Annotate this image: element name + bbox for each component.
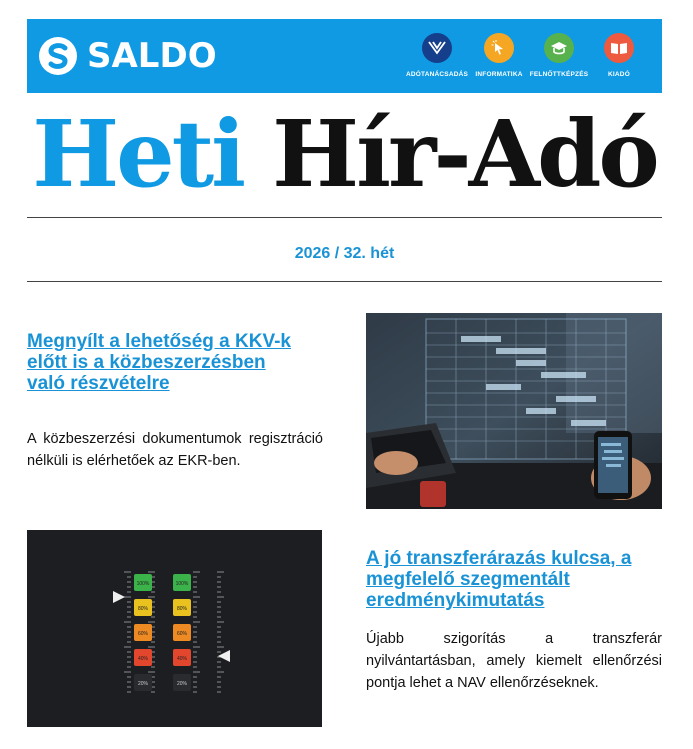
masthead-heti: Heti: [32, 100, 244, 208]
article-2-text: Újabb szigorítás a transzferár nyilvántartásban, amely kiemelt ellenőrzési pontja lehet a NAV ellenőrzéseknek.: [366, 631, 662, 691]
cursor-click-icon: [484, 33, 514, 63]
percent-block-label: 80%: [176, 606, 188, 612]
nav-label: FELNŐTTKÉPZÉS: [529, 71, 589, 78]
divider-top: [27, 217, 662, 218]
percent-block-label: 40%: [176, 656, 188, 662]
nav-label: ADÓTANÁCSADÁS: [405, 71, 469, 78]
article-1-title[interactable]: [27, 331, 327, 394]
article-2-image[interactable]: [27, 530, 322, 727]
article-1-title-line: előtt is a közbeszerzésben: [27, 352, 266, 373]
article-1-image[interactable]: [366, 313, 662, 509]
masthead-hirado: Hír-Adó: [272, 100, 657, 208]
masthead-title: [27, 100, 662, 208]
article-2-title[interactable]: [366, 548, 662, 611]
percent-block-label: 20%: [137, 681, 149, 687]
top-nav: [404, 33, 648, 78]
nav-label: INFORMATIKA: [475, 71, 523, 78]
percent-block-label: 40%: [137, 656, 149, 662]
percent-block-label: 80%: [137, 606, 149, 612]
open-book-icon: [604, 33, 634, 63]
article-1-title-line: Megnyílt a lehetőség a KKV-k: [27, 331, 291, 352]
article-1-title-line: való részvételre: [27, 373, 170, 394]
chevron-v-icon: [422, 33, 452, 63]
saldo-logo[interactable]: [39, 34, 217, 78]
brand-name: SALDO: [87, 36, 217, 76]
article-2-title-line: megfelelő szegmentált: [366, 569, 570, 590]
percent-block-label: 20%: [176, 681, 188, 687]
nav-item-informatika[interactable]: [470, 33, 528, 78]
percent-block-label: 60%: [137, 631, 149, 637]
week-label: 2026 / 32. hét: [294, 245, 395, 262]
nav-item-felnottkepzes[interactable]: [528, 33, 590, 78]
saldo-logo-icon: [39, 37, 77, 75]
graduation-cap-icon: [544, 33, 574, 63]
article-2-title-line: A jó transzferárazás kulcsa, a: [366, 548, 632, 569]
header-bar: [27, 19, 662, 93]
percent-block-label: 100%: [175, 581, 189, 587]
nav-item-kiado[interactable]: [590, 33, 648, 78]
article-1-text: A közbeszerzési dokumentumok regisztráció nélküli is elérhetőek az EKR-ben.: [27, 431, 323, 469]
article-2-title-line: eredménykimutatás: [366, 590, 545, 611]
divider-bottom: [27, 281, 662, 282]
percent-block-label: 60%: [176, 631, 188, 637]
nav-label: KIADÓ: [608, 71, 630, 78]
nav-item-adotanacsadas[interactable]: [404, 33, 470, 78]
percent-block-label: 100%: [136, 581, 150, 587]
